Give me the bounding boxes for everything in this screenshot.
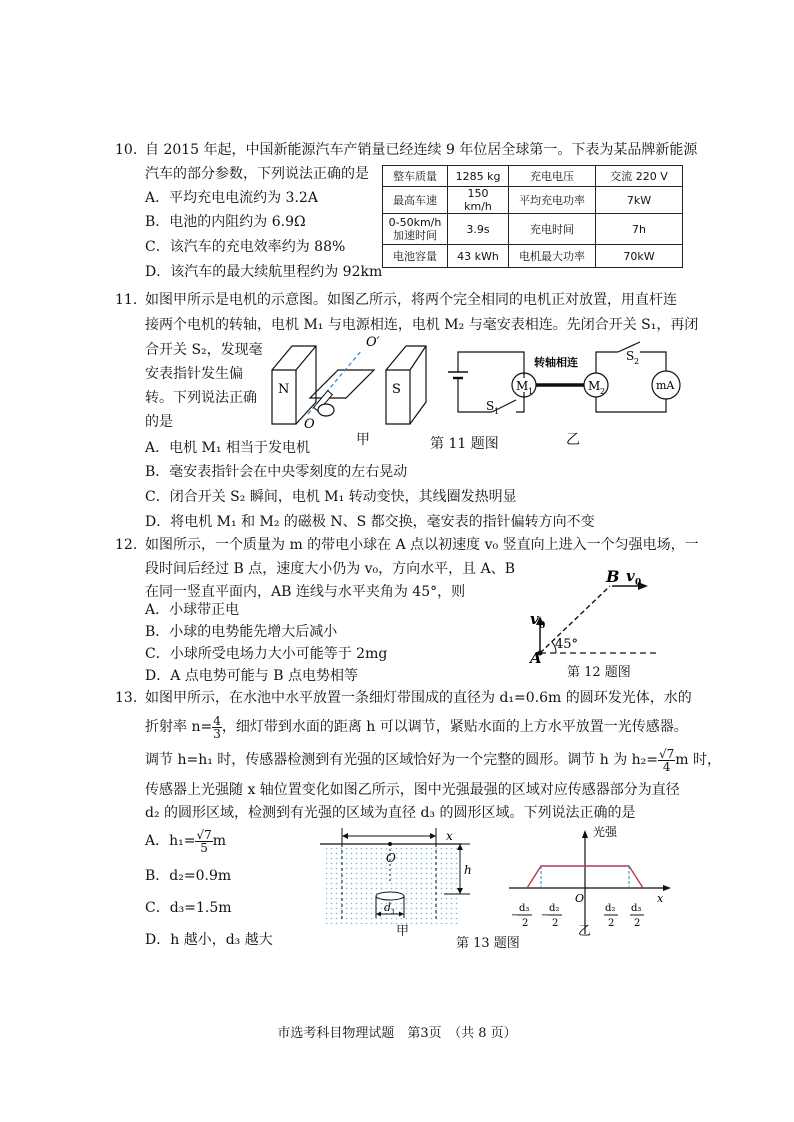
q12-number: 12.: [115, 537, 138, 553]
q11-stem-line3: 合开关 S₂，发现毫: [145, 342, 263, 358]
magnet-s: [386, 370, 410, 424]
table-cell: 整车质量: [383, 166, 448, 187]
fraction-denominator: 3: [213, 726, 221, 741]
page-footer: 市选考科目物理试题 第3页 （共 8 页）: [277, 1026, 517, 1041]
label-s2-sub: 2: [634, 357, 640, 366]
q11-stem-line5: 转。下列说法正确: [145, 390, 257, 406]
label-d1: d: [384, 901, 392, 914]
tick-pos-d2-num: d₂: [605, 903, 616, 914]
fraction-numerator: √7: [659, 746, 675, 761]
q12-option-d: D．A 点电势可能与 B 点电势相等: [145, 668, 358, 684]
q11-option-b: B．毫安表指针会在中央零刻度的左右晃动: [145, 464, 408, 480]
q11-circuit-diagram: [450, 340, 690, 430]
fraction-numerator: 4: [213, 713, 221, 728]
q13-stem-line4: 传感器上光强随 x 轴位置变化如图乙所示，图中光强最强的区域对应传感器部分为直径: [145, 782, 680, 798]
q10-stem-line1: 自 2015 年起，中国新能源汽车产销量已经连续 9 年位居全球第一。下表为某品牌新能源: [145, 142, 698, 158]
table-cell: 7h: [596, 214, 683, 245]
table-cell: 0-50km/h 加速时间: [383, 214, 448, 245]
label-o: O: [386, 851, 396, 865]
tick-neg-d2-sign: −: [541, 910, 550, 921]
tick-neg-d2-den: 2: [552, 918, 559, 929]
q10-stem-line2: 汽车的部分参数，下列说法正确的是: [145, 166, 369, 182]
q13-stem-line3: [145, 745, 721, 775]
q13-number: 13.: [115, 690, 138, 706]
q11-option-d: D．将电机 M₁ 和 M₂ 的磁极 N、S 都交换，毫安表的指针偏转方向不变: [145, 514, 595, 530]
q13-pool-figure: [320, 822, 490, 932]
label-x2: x: [657, 892, 664, 905]
q10-number: 10.: [115, 142, 138, 158]
tick-pos-d2-den: 2: [608, 918, 615, 929]
q12-option-b: B．小球的电势能先增大后减小: [145, 624, 338, 640]
label-ma: mA: [656, 379, 675, 392]
q11-number: 11.: [115, 292, 138, 308]
tick-pos-d3-num: d₃: [631, 903, 642, 914]
q13-option-d: D．h 越小，d₃ 越大: [145, 932, 273, 948]
q13-h2-fraction: [658, 748, 675, 773]
magnet-n: [272, 370, 296, 424]
table-cell: 3.9s: [448, 214, 509, 245]
label-m2-sub: 2: [600, 387, 606, 396]
label-h: h: [464, 863, 472, 877]
q13-stem-line3-a: 调节 h=h₁ 时，传感器检测到有光强的区域恰好为一个完整的圆形。调节 h 为 h₂=: [145, 752, 659, 768]
q13-stem-line2-a: 折射率 n=: [145, 719, 213, 735]
light-ring: [376, 892, 404, 900]
label-s: S: [392, 382, 401, 397]
q10-option-c: C．该汽车的充电效率约为 88%: [145, 239, 346, 255]
label-v0-b: v: [626, 567, 635, 585]
label-angle: 45°: [555, 637, 579, 652]
q12-fig-caption: 第 12 题图: [567, 665, 631, 680]
label-a: A: [530, 649, 542, 667]
option-a-fraction: [195, 829, 212, 854]
q13-option-a: [145, 826, 226, 856]
q13-option-c: C．d₃=1.5m: [145, 900, 232, 916]
q12-option-a: A．小球带正电: [145, 602, 240, 618]
label-v0-a: v: [530, 610, 539, 628]
q10-option-a: A．平均充电电流约为 3.2A: [145, 190, 318, 206]
q10-option-b: B．电池的内阻约为 6.9Ω: [145, 214, 306, 230]
q11-stem-line1: 如图甲所示是电机的示意图。如图乙所示，将两个完全相同的电机正对放置，用直杆连: [145, 292, 677, 308]
table-row: [383, 214, 683, 245]
q11-option-c: C．闭合开关 S₂ 瞬间，电机 M₁ 转动变快，其线圈发热明显: [145, 489, 517, 505]
label-s1-sub: 1: [494, 407, 500, 416]
q12-figure: [526, 567, 666, 667]
q10-option-d: D．该汽车的最大续航里程约为 92km: [145, 264, 383, 280]
label-d1-sub: 1: [391, 908, 396, 916]
q12-option-c: C．小球所受电场力大小可能等于 2mg: [145, 646, 388, 662]
fraction-denominator: 5: [200, 840, 208, 855]
q13-stem-line1: 如图甲所示，在水池中水平放置一条细灯带围成的直径为 d₁=0.6m 的圆环发光体，水的: [145, 690, 692, 706]
table-row: [383, 187, 683, 214]
table-cell: 150 km/h: [448, 187, 509, 214]
q13-fig-yi: 乙: [578, 924, 592, 939]
q11-fig-yi: 乙: [566, 432, 580, 448]
q12-stem-line1: 如图所示，一个质量为 m 的带电小球在 A 点以初速度 v₀ 竖直向上进入一个匀强电场，一: [145, 537, 699, 553]
option-a-unit: m: [212, 833, 227, 849]
commutator: [318, 404, 334, 416]
label-v0-a-sub: 0: [539, 621, 546, 631]
option-a-text: A．h₁=: [145, 833, 196, 849]
q12-stem-line3: 在同一竖直平面内，AB 连线与水平夹角为 45°，则: [145, 584, 466, 600]
fraction-numerator: √7: [196, 827, 212, 842]
q13-stem-line3-b: m 时，: [675, 752, 722, 768]
label-guangqiang: 光强: [593, 825, 618, 839]
q13-stem-line2-b: ，细灯带到水面的距离 h 可以调节，紧贴水面的上方水平放置一光传感器。: [221, 719, 688, 735]
q13-stem-line5: d₂ 的圆形区域，检测到有光强的区域为直径 d₃ 的圆形区域。下列说法正确的是: [145, 805, 636, 821]
label-m2: M: [588, 379, 601, 393]
label-s2: S: [626, 349, 635, 363]
table-cell: 1285 kg: [448, 166, 509, 187]
q13-refractive-fraction: [212, 715, 222, 740]
label-v0-b-sub: 0: [635, 578, 642, 588]
label-b: B: [606, 567, 620, 586]
label-m1: M: [516, 379, 529, 393]
table-cell: 电池容量: [383, 245, 448, 268]
q11-stem-line2: 接两个电机的转轴，电机 M₁ 与电源相连，电机 M₂ 与毫安表相连。先闭合开关 S₁，再闭: [145, 317, 699, 333]
table-cell: 充电电压: [509, 166, 596, 187]
q13-stem-line2: [145, 712, 688, 742]
table-cell: 43 kWh: [448, 245, 509, 268]
table-cell: 充电时间: [509, 214, 596, 245]
q11-stem-line4: 安表指针发生偏: [145, 366, 243, 382]
table-row: [383, 245, 683, 268]
q12-stem-line2: 段时间后经过 B 点，速度大小仍为 v₀，方向水平，且 A、B: [145, 561, 516, 577]
q13-fig-jia: 甲: [396, 924, 410, 939]
label-x: x: [446, 829, 453, 843]
label-n: N: [278, 382, 290, 397]
tick-neg-d3-num: d₃: [519, 903, 530, 914]
table-cell: 70kW: [596, 245, 683, 268]
q11-stem-line6: 的是: [145, 414, 173, 430]
q11-option-a: A．电机 M₁ 相当于发电机: [145, 440, 310, 456]
label-s1: S: [486, 399, 495, 413]
label-o-prime: O′: [366, 335, 380, 350]
label-o2: O: [575, 892, 585, 905]
fraction-denominator: 4: [662, 759, 671, 774]
table-cell: 平均充电功率: [509, 187, 596, 214]
tick-neg-d2-num: d₂: [549, 903, 560, 914]
tick-neg-d3-sign: −: [511, 910, 520, 921]
tick-pos-d3-den: 2: [634, 918, 641, 929]
table-cell: 最高车速: [383, 187, 448, 214]
q13-option-b: B．d₂=0.9m: [145, 868, 232, 884]
tick-neg-d3-den: 2: [522, 918, 529, 929]
q13-fig-caption: 第 13 题图: [456, 936, 520, 951]
table-cell: 7kW: [596, 187, 683, 214]
table-cell: 电机最大功率: [509, 245, 596, 268]
label-shaft: 转轴相连: [534, 356, 578, 369]
q11-fig-caption: 第 11 题图: [430, 436, 499, 452]
label-m1-sub: 1: [528, 387, 534, 396]
q11-fig-jia: 甲: [356, 432, 370, 448]
label-o: O: [304, 417, 315, 432]
q10-parameter-table: [382, 165, 683, 268]
table-cell: 交流 220 V: [596, 166, 683, 187]
table-row: [383, 166, 683, 187]
